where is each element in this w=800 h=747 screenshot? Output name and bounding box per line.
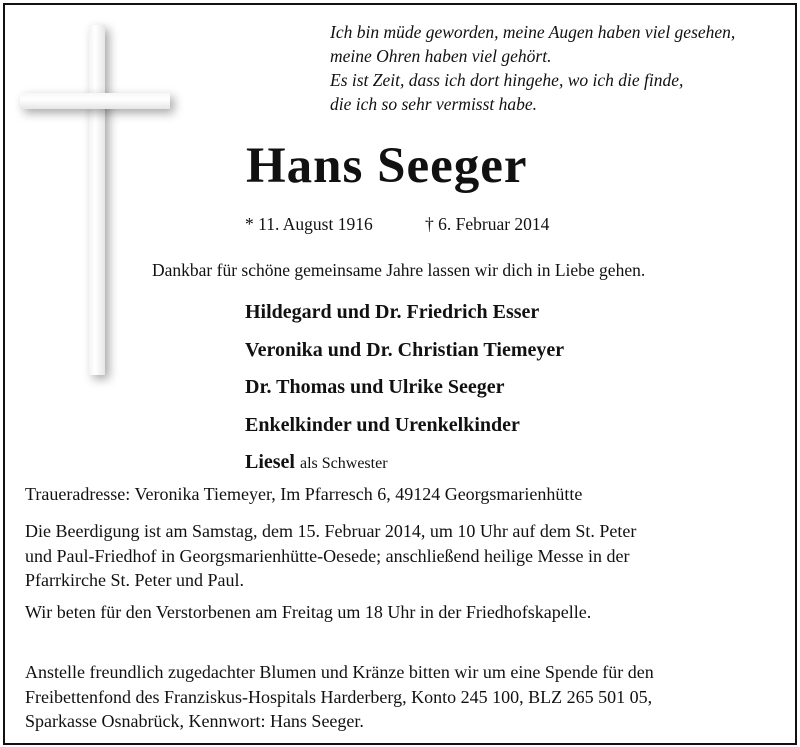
- mourner-entry: Hildegard und Dr. Friedrich Esser: [245, 301, 540, 323]
- poem-line: die ich so sehr vermisst habe.: [330, 94, 538, 114]
- cross-vertical-beam: [89, 25, 105, 375]
- mourner-entry: Enkelkinder und Urenkelkinder: [245, 413, 520, 436]
- poem-line: meine Ohren haben viel gehört.: [330, 46, 552, 66]
- deceased-name: Hans Seeger: [246, 138, 528, 194]
- thanks-line: Dankbar für schöne gemeinsame Jahre lassen wir dich in Liebe gehen.: [152, 260, 646, 280]
- mourner-entry: Veronika und Dr. Christian Tiemeyer: [245, 338, 565, 361]
- death-date: † 6. Februar 2014: [425, 214, 550, 234]
- funeral-line: Die Beerdigung ist am Samstag, dem 15. Februar 2014, um 10 Uhr auf dem St. Peter: [25, 521, 637, 541]
- cross-horizontal-beam: [20, 93, 170, 109]
- funeral-line: Pfarrkirche St. Peter und Paul.: [25, 570, 244, 590]
- funeral-line: und Paul-Friedhof in Georgsmarienhütte-Oesede; anschließend heilige Messe in der: [25, 545, 630, 566]
- sibling-name: Liesel: [245, 451, 295, 473]
- sibling-relation: als Schwester: [300, 455, 388, 472]
- mourning-address: Traueradresse: Veronika Tiemeyer, Im Pfarresch 6, 49124 Georgsmarienhütte: [25, 484, 583, 504]
- donation-line: Freibettenfond des Franziskus-Hospitals Harderberg, Konto 245 100, BLZ 265 501 05,: [25, 686, 653, 707]
- donation-info: [25, 660, 785, 734]
- poem-line: Es ist Zeit, dass ich dort hingehe, wo ich die finde,: [330, 70, 684, 90]
- donation-line: Sparkasse Osnabrück, Kennwort: Hans Seeger.: [25, 711, 364, 731]
- prayer-info: Wir beten für den Verstorbenen am Freitag um 18 Uhr in der Friedhofskapelle.: [25, 602, 592, 622]
- birth-date: * 11. August 1916: [245, 214, 373, 234]
- donation-line: Anstelle freundlich zugedachter Blumen und Kränze bitten wir um eine Spende für den: [25, 662, 654, 682]
- poem: [330, 20, 780, 116]
- mourner-entry: Dr. Thomas und Ulrike Seeger: [245, 376, 505, 398]
- christian-cross-icon: [20, 25, 170, 385]
- poem-line: Ich bin müde geworden, meine Augen haben viel gesehen,: [330, 22, 736, 42]
- funeral-info: [25, 519, 785, 593]
- mourner-entry-sibling: [245, 444, 564, 483]
- mourners-list: [245, 294, 564, 483]
